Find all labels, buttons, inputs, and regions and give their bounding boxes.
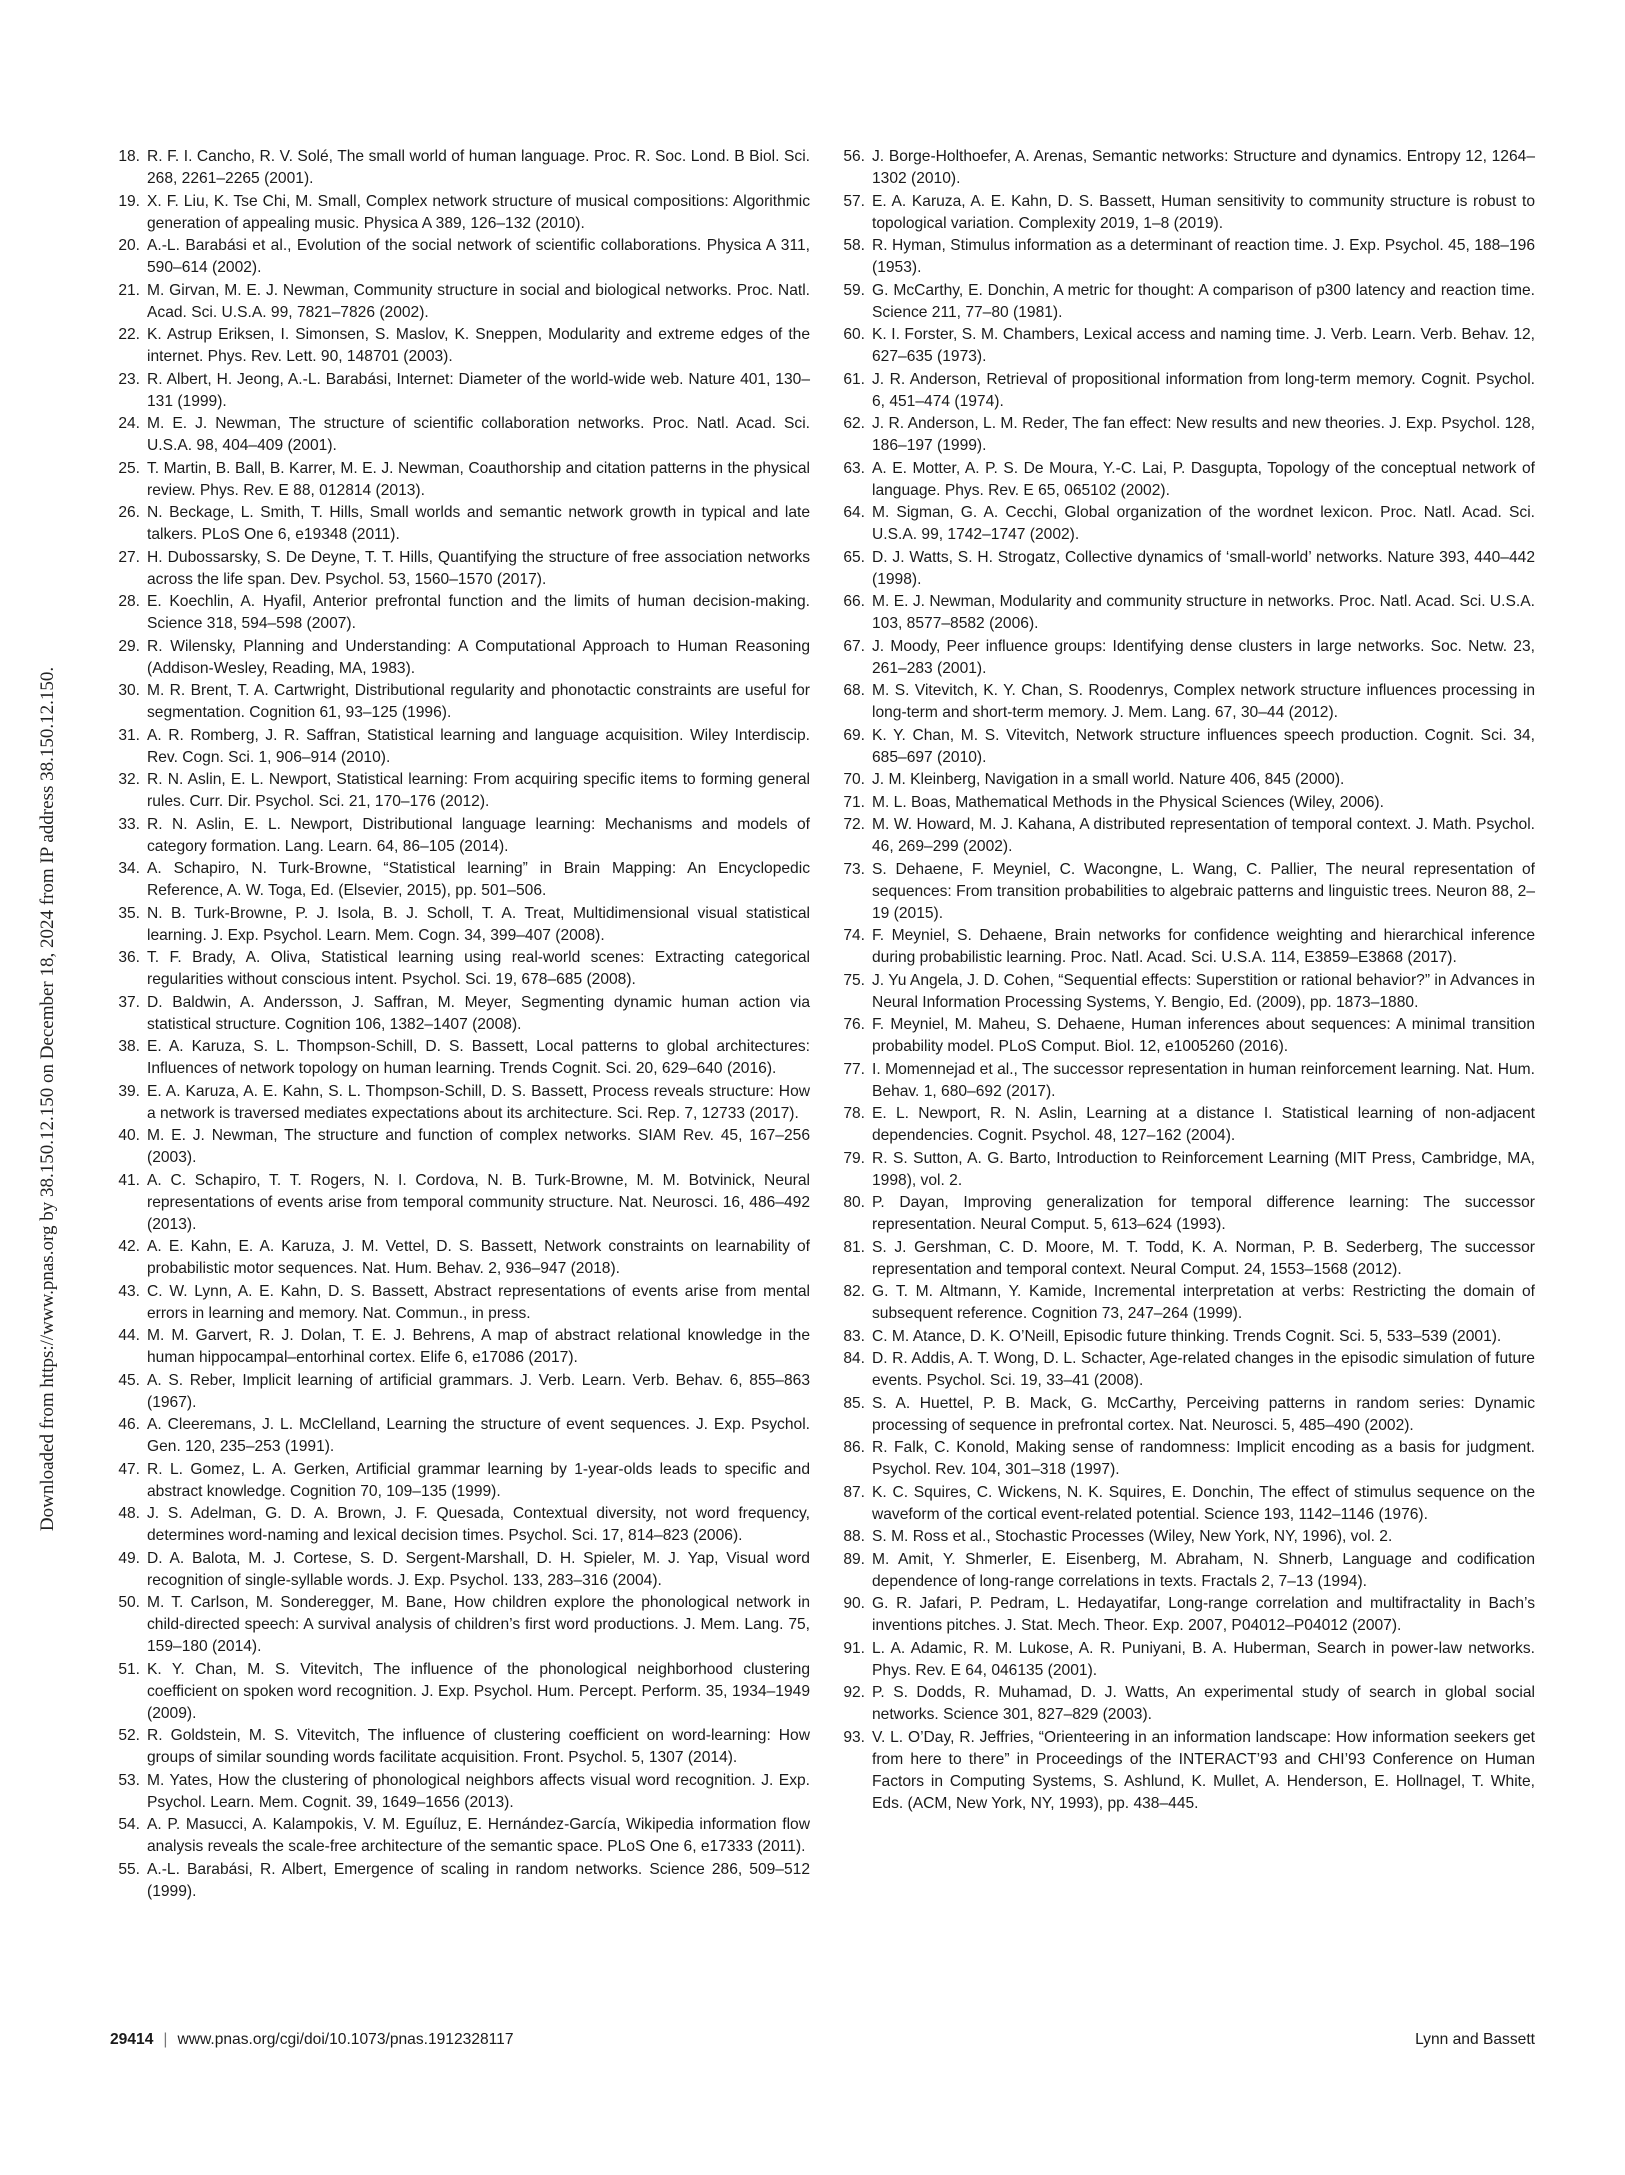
reference-number: 45. <box>118 1371 140 1389</box>
footer-authors: Lynn and Bassett <box>1415 2031 1535 2048</box>
reference-item <box>835 146 1535 190</box>
reference-item <box>110 1125 810 1169</box>
reference-text: H. Dubossarsky, S. De Deyne, T. T. Hills, Quantifying the structure of free association networks across the life span. Dev. Psychol. 53, 1560–1570 (2017). <box>147 548 810 588</box>
reference-item <box>110 458 810 502</box>
reference-text: A. S. Reber, Implicit learning of artificial grammars. J. Verb. Learn. Verb. Behav. 6, 855–863 (1967). <box>147 1371 810 1411</box>
reference-text: R. N. Aslin, E. L. Newport, Statistical learning: From acquiring specific items to forming general rules. Curr. Dir. Psychol. Sci. 21, 170–176 (2012). <box>147 771 810 810</box>
reference-item <box>110 725 810 769</box>
reference-text: M. S. Vitevitch, K. Y. Chan, S. Roodenrys, Complex network structure influences processing in long-term and short-term memory. J. Mem. Lang. 67, 30–44 (2012). <box>872 682 1535 721</box>
reference-text: K. Y. Chan, M. S. Vitevitch, The influence of the phonological neighborhood clustering coefficient on spoken word recognition. J. Exp. Psychol. Hum. Percept. Perform. 35, 1934–1949 (2009). <box>147 1660 810 1722</box>
reference-item <box>110 814 810 858</box>
reference-item <box>110 1770 810 1814</box>
reference-text: M. W. Howard, M. J. Kahana, A distributed representation of temporal context. J. Math. Psychol. 46, 269–299 (2002). <box>872 816 1535 855</box>
reference-text: E. L. Newport, R. N. Aslin, Learning at a distance I. Statistical learning of non-adjacent dependencies. Cognit. Psychol. 48, 127–162 (2004). <box>872 1105 1535 1144</box>
reference-item <box>110 858 810 902</box>
reference-item <box>835 725 1535 769</box>
reference-number: 42. <box>118 1238 140 1255</box>
reference-number: 39. <box>118 1082 140 1100</box>
reference-text: M. Yates, How the clustering of phonological neighbors affects visual word recognition. J. Exp. Psychol. Learn. Mem. Cognit. 39, 1649–1656 (2013). <box>147 1771 810 1811</box>
reference-text: A. R. Romberg, J. R. Saffran, Statistical learning and language acquisition. Wiley Interdiscip. Rev. Cogn. Sci. 1, 906–914 (2010). <box>147 726 810 766</box>
reference-item <box>110 1036 810 1080</box>
reference-item <box>835 1526 1535 1548</box>
reference-text: D. R. Addis, A. T. Wong, D. L. Schacter, Age-related changes in the episodic simulation of future events. Psychol. Sci. 19, 33–41 (2008). <box>872 1350 1535 1389</box>
reference-number: 85. <box>843 1394 865 1412</box>
reference-text: M. R. Brent, T. A. Cartwright, Distributional regularity and phonotactic constraints are useful for segmentation. Cognition 61, 93–125 (1996). <box>147 682 810 721</box>
reference-number: 66. <box>843 593 865 610</box>
reference-text: N. Beckage, L. Smith, T. Hills, Small worlds and semantic network growth in typical and late talkers. PLoS One 6, e19348 (2011). <box>147 504 810 543</box>
reference-item <box>835 769 1535 791</box>
reference-number: 43. <box>118 1282 140 1300</box>
reference-item <box>835 1682 1535 1726</box>
reference-number: 72. <box>843 816 865 833</box>
reference-text: E. A. Karuza, A. E. Kahn, S. L. Thompson-Schill, D. S. Bassett, Process reveals structure: How a network is traversed mediates expectations about its architecture. Sci. Rep. 7, 12733 (2017). <box>147 1082 810 1122</box>
download-notice-text: Downloaded from https://www.pnas.org by 38.150.12.150 on December 18, 2024 from IP address 38.150.12.150. <box>37 666 58 1532</box>
reference-number: 38. <box>118 1038 140 1055</box>
reference-text: E. A. Karuza, S. L. Thompson-Schill, D. S. Bassett, Local patterns to global architectures: Influences of network topology on human learning. Trends Cognit. Sci. 20, 629–640 (2016). <box>147 1038 810 1077</box>
reference-number: 25. <box>118 459 140 477</box>
reference-number: 32. <box>118 771 140 788</box>
reference-number: 70. <box>843 771 865 788</box>
reference-text: S. M. Ross et al., Stochastic Processes (Wiley, New York, NY, 1996), vol. 2. <box>872 1528 1393 1545</box>
reference-item <box>110 1325 810 1369</box>
reference-text: D. A. Balota, M. J. Cortese, S. D. Sergent-Marshall, D. H. Spieler, M. J. Yap, Visual word recognition of single-syllable words. J. Exp. Psychol. 133, 283–316 (2004). <box>147 1549 810 1589</box>
reference-item <box>835 1482 1535 1526</box>
reference-number: 26. <box>118 504 140 521</box>
reference-text: J. Moody, Peer influence groups: Identifying dense clusters in large networks. Soc. Netw. 23, 261–283 (2001). <box>872 637 1535 677</box>
reference-number: 78. <box>843 1105 865 1122</box>
reference-number: 28. <box>118 593 140 610</box>
reference-number: 47. <box>118 1460 140 1478</box>
reference-text: T. F. Brady, A. Oliva, Statistical learning using real-world scenes: Extracting categorical regularities without conscious intent. Psychol. Sci. 19, 678–685 (2008). <box>147 949 810 988</box>
reference-item <box>835 1326 1535 1348</box>
reference-text: P. S. Dodds, R. Muhamad, D. J. Watts, An experimental study of search in global social networks. Science 301, 827–829 (2003). <box>872 1684 1535 1723</box>
references-column-left <box>110 146 810 1903</box>
reference-item <box>835 191 1535 235</box>
reference-number: 88. <box>843 1528 865 1545</box>
reference-item <box>110 1081 810 1125</box>
reference-number: 58. <box>843 237 865 254</box>
reference-item <box>110 1236 810 1280</box>
reference-item <box>835 925 1535 969</box>
reference-number: 52. <box>118 1727 140 1744</box>
reference-item <box>835 369 1535 413</box>
reference-item <box>110 903 810 947</box>
reference-item <box>835 1103 1535 1147</box>
reference-item <box>835 1192 1535 1236</box>
reference-item <box>835 547 1535 591</box>
reference-text: I. Momennejad et al., The successor representation in human reinforcement learning. Nat. Hum. Behav. 1, 680–692 (2017). <box>872 1060 1535 1100</box>
reference-text: D. Baldwin, A. Andersson, J. Saffran, M. Meyer, Segmenting dynamic human action via statistical structure. Cognition 106, 1382–1407 (2008). <box>147 993 810 1033</box>
reference-number: 20. <box>118 237 140 254</box>
reference-number: 80. <box>843 1194 865 1211</box>
reference-text: C. W. Lynn, A. E. Kahn, D. S. Bassett, Abstract representations of events arise from mental errors in learning and memory. Nat. Commun., in press. <box>147 1282 810 1322</box>
reference-text: E. A. Karuza, A. E. Kahn, D. S. Bassett, Human sensitivity to community structure is robust to topological variation. Complexity 2019, 1–8 (2019). <box>872 192 1535 232</box>
reference-item <box>835 1549 1535 1593</box>
reference-number: 30. <box>118 682 140 699</box>
reference-text: T. Martin, B. Ball, B. Karrer, M. E. J. Newman, Coauthorship and citation patterns in the physical review. Phys. Rev. E 88, 012814 (2013). <box>147 459 810 499</box>
reference-number: 64. <box>843 504 865 521</box>
reference-text: J. Borge-Holthoefer, A. Arenas, Semantic networks: Structure and dynamics. Entropy 12, 1264–1302 (2010). <box>872 148 1535 187</box>
reference-item <box>110 191 810 235</box>
reference-text: E. Koechlin, A. Hyafil, Anterior prefrontal function and the limits of human decision-making. Science 318, 594–598 (2007). <box>147 593 810 632</box>
reference-text: J. R. Anderson, L. M. Reder, The fan effect: New results and new theories. J. Exp. Psychol. 128, 186–197 (1999). <box>872 415 1535 454</box>
reference-text: K. C. Squires, C. Wickens, N. K. Squires, E. Donchin, The effect of stimulus sequence on the waveform of the cortical event-related potential. Science 193, 1142–1146 (1976). <box>872 1483 1535 1523</box>
reference-text: J. S. Adelman, G. D. A. Brown, J. F. Quesada, Contextual diversity, not word frequency, determines word-naming and lexical decision times. Psychol. Sci. 17, 814–823 (2006). <box>147 1505 810 1544</box>
reference-item <box>835 413 1535 457</box>
reference-number: 50. <box>118 1594 140 1611</box>
reference-item <box>835 1059 1535 1103</box>
reference-item <box>835 1593 1535 1637</box>
reference-number: 90. <box>843 1595 865 1612</box>
reference-text: M. E. J. Newman, The structure and function of complex networks. SIAM Rev. 45, 167–256 (2003). <box>147 1127 810 1166</box>
reference-number: 31. <box>118 726 140 744</box>
reference-item <box>835 458 1535 502</box>
reference-text: A. E. Kahn, E. A. Karuza, J. M. Vettel, D. S. Bassett, Network constraints on learnability of probabilistic motor sequences. Nat. Hum. Behav. 2, 936–947 (2018). <box>147 1238 810 1277</box>
reference-text: A. Cleeremans, J. L. McClelland, Learning the structure of event sequences. J. Exp. Psychol. Gen. 120, 235–253 (1991). <box>147 1416 810 1455</box>
reference-text: G. T. M. Altmann, Y. Kamide, Incremental interpretation at verbs: Restricting the domain of subsequent reference. Cognition 73, 247–264 (1999). <box>872 1283 1535 1322</box>
reference-number: 79. <box>843 1149 865 1167</box>
reference-number: 74. <box>843 927 865 944</box>
reference-number: 56. <box>843 148 865 165</box>
reference-number: 82. <box>843 1283 865 1300</box>
reference-text: R. Hyman, Stimulus information as a determinant of reaction time. J. Exp. Psychol. 45, 188–196 (1953). <box>872 237 1535 276</box>
reference-number: 29. <box>118 637 140 655</box>
reference-number: 73. <box>843 860 865 878</box>
reference-text: J. Yu Angela, J. D. Cohen, “Sequential effects: Superstition or rational behavior?” in Advances in Neural Information Processing Systems, Y. Bengio, Ed. (2009), pp. 1873–1880. <box>872 971 1535 1011</box>
reference-text: K. I. Forster, S. M. Chambers, Lexical access and naming time. J. Verb. Learn. Verb. Behav. 12, 627–635 (1973). <box>872 326 1535 365</box>
reference-number: 67. <box>843 637 865 655</box>
reference-item <box>110 947 810 991</box>
reference-text: M. L. Boas, Mathematical Methods in the Physical Sciences (Wiley, 2006). <box>872 793 1384 811</box>
reference-number: 36. <box>118 949 140 966</box>
reference-item <box>835 1014 1535 1058</box>
reference-item <box>110 1659 810 1725</box>
reference-text: R. Falk, C. Konold, Making sense of randomness: Implicit encoding as a basis for judgment. Psychol. Rev. 104, 301–318 (1997). <box>872 1439 1535 1478</box>
reference-text: J. R. Anderson, Retrieval of propositional information from long-term memory. Cognit. Psychol. 6, 451–474 (1974). <box>872 370 1535 410</box>
reference-number: 87. <box>843 1483 865 1501</box>
reference-number: 93. <box>843 1728 865 1746</box>
reference-number: 41. <box>118 1171 140 1189</box>
reference-item <box>835 1348 1535 1392</box>
reference-item <box>835 859 1535 925</box>
reference-item <box>835 1148 1535 1192</box>
reference-number: 60. <box>843 326 865 343</box>
reference-text: D. J. Watts, S. H. Strogatz, Collective dynamics of ‘small-world’ networks. Nature 393, 440–442 (1998). <box>872 548 1535 588</box>
reference-text: M. Amit, Y. Shmerler, E. Eisenberg, M. Abraham, N. Shnerb, Language and codification dependence of long-range correlations in texts. Fractals 2, 7–13 (1994). <box>872 1550 1535 1590</box>
reference-text: R. Wilensky, Planning and Understanding: A Computational Approach to Human Reasoning (Addison-Wesley, Reading, MA, 1983). <box>147 637 810 677</box>
reference-item <box>110 591 810 635</box>
reference-text: L. A. Adamic, R. M. Lukose, A. R. Puniyani, B. A. Huberman, Search in power-law networks. Phys. Rev. E 64, 046135 (2001). <box>872 1639 1535 1679</box>
reference-number: 62. <box>843 415 865 432</box>
reference-item <box>835 591 1535 635</box>
reference-item <box>110 1170 810 1236</box>
download-notice-sidebar <box>0 0 80 2175</box>
reference-text: P. Dayan, Improving generalization for temporal difference learning: The successor representation. Neural Comput. 5, 613–624 (1993). <box>872 1194 1535 1233</box>
footer-doi-link[interactable]: www.pnas.org/cgi/doi/10.1073/pnas.1912328117 <box>177 2031 514 2048</box>
references-column-right <box>835 146 1535 1815</box>
reference-item <box>110 502 810 546</box>
reference-number: 75. <box>843 971 865 989</box>
reference-item <box>110 769 810 813</box>
reference-item <box>110 369 810 413</box>
reference-item <box>835 502 1535 546</box>
reference-text: F. Meyniel, S. Dehaene, Brain networks for confidence weighting and hierarchical inference during probabilistic learning. Proc. Natl. Acad. Sci. U.S.A. 114, E3859–E3868 (2017). <box>872 927 1535 966</box>
reference-text: A. P. Masucci, A. Kalampokis, V. M. Eguíluz, E. Hernández-García, Wikipedia information flow analysis reveals the scale-free architecture of the semantic space. PLoS One 6, e17333 (2011). <box>147 1816 810 1855</box>
reference-number: 55. <box>118 1860 140 1878</box>
reference-number: 18. <box>118 148 140 165</box>
reference-text: R. F. I. Cancho, R. V. Solé, The small world of human language. Proc. R. Soc. Lond. B Biol. Sci. 268, 2261–2265 (2001). <box>147 148 810 187</box>
reference-number: 49. <box>118 1549 140 1567</box>
reference-number: 65. <box>843 548 865 566</box>
reference-text: J. M. Kleinberg, Navigation in a small world. Nature 406, 845 (2000). <box>872 771 1345 788</box>
reference-text: G. R. Jafari, P. Pedram, L. Hedayatifar, Long-range correlation and multifractality in Bach’s inventions pitches. J. Stat. Mech. Theor. Exp. 2007, P04012–P04012 (2007). <box>872 1595 1535 1634</box>
reference-text: M. T. Carlson, M. Sonderegger, M. Bane, How children explore the phonological network in child-directed speech: A survival analysis of children’s first word productions. J. Mem. Lang. 75, 159–180 (2014). <box>147 1594 810 1655</box>
reference-item <box>835 1393 1535 1437</box>
reference-number: 21. <box>118 281 140 299</box>
reference-item <box>110 280 810 324</box>
reference-number: 86. <box>843 1439 865 1456</box>
reference-item <box>110 235 810 279</box>
reference-text: M. Sigman, G. A. Cecchi, Global organization of the wordnet lexicon. Proc. Natl. Acad. Sci. U.S.A. 99, 1742–1747 (2002). <box>872 504 1535 543</box>
reference-text: S. A. Huettel, P. B. Mack, G. McCarthy, Perceiving patterns in random series: Dynamic processing of sequence in prefrontal cortex. Nat. Neurosci. 5, 485–490 (2002). <box>872 1394 1535 1434</box>
reference-number: 68. <box>843 682 865 699</box>
reference-item <box>835 1237 1535 1281</box>
reference-text: C. M. Atance, D. K. O’Neill, Episodic future thinking. Trends Cognit. Sci. 5, 533–539 (2001). <box>872 1327 1502 1345</box>
page-number: 29414 <box>110 2031 154 2048</box>
reference-item <box>110 1592 810 1658</box>
reference-item <box>110 680 810 724</box>
page-footer <box>110 2031 1535 2057</box>
reference-item <box>110 324 810 368</box>
reference-number: 27. <box>118 548 140 566</box>
reference-item <box>110 636 810 680</box>
reference-number: 84. <box>843 1350 865 1367</box>
reference-text: S. Dehaene, F. Meyniel, C. Wacongne, L. Wang, C. Pallier, The neural representation of sequences: From transition probabilities to algebraic patterns and linguistic trees. Neuron 88, 2–19 (2015). <box>872 860 1535 922</box>
reference-item <box>835 814 1535 858</box>
reference-item <box>110 547 810 591</box>
reference-text: A.-L. Barabási, R. Albert, Emergence of scaling in random networks. Science 286, 509–512 (1999). <box>147 1860 810 1900</box>
reference-text: A. C. Schapiro, T. T. Rogers, N. I. Cordova, N. B. Turk-Browne, M. M. Botvinick, Neural representations of events arise from temporal community structure. Nat. Neurosci. 16, 486–492 (2013). <box>147 1171 810 1233</box>
reference-item <box>110 1370 810 1414</box>
reference-item <box>835 324 1535 368</box>
reference-text: M. E. J. Newman, Modularity and community structure in networks. Proc. Natl. Acad. Sci. U.S.A. 103, 8577–8582 (2006). <box>872 593 1535 632</box>
reference-item <box>110 1859 810 1903</box>
reference-item <box>835 1437 1535 1481</box>
reference-item <box>110 1459 810 1503</box>
reference-number: 37. <box>118 993 140 1011</box>
reference-item <box>110 146 810 190</box>
reference-number: 57. <box>843 192 865 210</box>
reference-text: M. Girvan, M. E. J. Newman, Community structure in social and biological networks. Proc. Natl. Acad. Sci. U.S.A. 99, 7821–7826 (2002). <box>147 281 810 321</box>
reference-number: 69. <box>843 726 865 744</box>
reference-text: R. N. Aslin, E. L. Newport, Distributional language learning: Mechanisms and models of category formation. Lang. Learn. 64, 86–105 (2014). <box>147 815 810 855</box>
reference-item <box>110 1281 810 1325</box>
reference-text: A. E. Motter, A. P. S. De Moura, Y.-C. Lai, P. Dasgupta, Topology of the conceptual network of language. Phys. Rev. E 65, 065102 (2002). <box>872 459 1535 499</box>
reference-number: 44. <box>118 1327 140 1344</box>
reference-item <box>835 636 1535 680</box>
reference-item <box>110 992 810 1036</box>
reference-item <box>835 1727 1535 1815</box>
reference-number: 76. <box>843 1016 865 1033</box>
reference-number: 81. <box>843 1238 865 1256</box>
reference-text: A. Schapiro, N. Turk-Browne, “Statistical learning” in Brain Mapping: An Encyclopedic Reference, A. W. Toga, Ed. (Elsevier, 2015), pp. 501–506. <box>147 860 810 899</box>
reference-number: 59. <box>843 281 865 299</box>
reference-number: 63. <box>843 459 865 477</box>
reference-item <box>835 792 1535 814</box>
reference-text: N. B. Turk-Browne, P. J. Isola, B. J. Scholl, T. A. Treat, Multidimensional visual statistical learning. J. Exp. Psychol. Learn. Mem. Cogn. 34, 399–407 (2008). <box>147 904 810 944</box>
reference-text: R. L. Gomez, L. A. Gerken, Artificial grammar learning by 1-year-olds leads to specific and abstract knowledge. Cognition 70, 109–135 (1999). <box>147 1460 810 1500</box>
reference-text: F. Meyniel, M. Maheu, S. Dehaene, Human inferences about sequences: A minimal transition probability model. PLoS Comput. Biol. 12, e1005260 (2016). <box>872 1016 1535 1055</box>
reference-item <box>835 1281 1535 1325</box>
reference-number: 51. <box>118 1660 140 1678</box>
reference-text: R. S. Sutton, A. G. Barto, Introduction to Reinforcement Learning (MIT Press, Cambridge, MA, 1998), vol. 2. <box>872 1149 1535 1189</box>
reference-number: 19. <box>118 192 140 210</box>
footer-separator: | <box>163 2031 168 2048</box>
reference-number: 46. <box>118 1416 140 1433</box>
reference-text: A.-L. Barabási et al., Evolution of the social network of scientific collaborations. Physica A 311, 590–614 (2002). <box>147 237 810 276</box>
reference-number: 83. <box>843 1327 865 1345</box>
reference-text: V. L. O’Day, R. Jeffries, “Orienteering in an information landscape: How information seekers get from here to there” in Proceedings of the INTERACT’93 and CHI’93 Conference on Human Factors in Computing Systems, S. Ashlund, K. Mullet, A. Henderson, E. Hollnagel, T. White, Eds. (ACM, New York, NY, 1993), pp. 438–445. <box>872 1728 1535 1812</box>
reference-item <box>835 235 1535 279</box>
reference-item <box>835 280 1535 324</box>
reference-number: 33. <box>118 815 140 833</box>
reference-number: 71. <box>843 793 865 811</box>
reference-item <box>110 1414 810 1458</box>
reference-number: 35. <box>118 904 140 922</box>
reference-text: X. F. Liu, K. Tse Chi, M. Small, Complex network structure of musical compositions: Algorithmic generation of appealing music. Physica A 389, 126–132 (2010). <box>147 192 810 232</box>
reference-number: 40. <box>118 1127 140 1144</box>
reference-item <box>110 1725 810 1769</box>
reference-number: 89. <box>843 1550 865 1568</box>
reference-number: 48. <box>118 1505 140 1522</box>
reference-number: 92. <box>843 1684 865 1701</box>
reference-item <box>835 680 1535 724</box>
reference-number: 77. <box>843 1060 865 1078</box>
reference-number: 61. <box>843 370 865 388</box>
reference-number: 34. <box>118 860 140 877</box>
reference-list-right <box>835 146 1535 1815</box>
reference-item <box>110 413 810 457</box>
reference-number: 23. <box>118 370 140 388</box>
reference-item <box>835 970 1535 1014</box>
reference-item <box>835 1638 1535 1682</box>
reference-number: 24. <box>118 415 140 432</box>
reference-number: 91. <box>843 1639 865 1657</box>
reference-number: 53. <box>118 1771 140 1789</box>
reference-text: M. M. Garvert, R. J. Dolan, T. E. J. Behrens, A map of abstract relational knowledge in the human hippocampal–entorhinal cortex. Elife 6, e17086 (2017). <box>147 1327 810 1366</box>
reference-item <box>110 1814 810 1858</box>
reference-item <box>110 1503 810 1547</box>
reference-text: G. McCarthy, E. Donchin, A metric for thought: A comparison of p300 latency and reaction time. Science 211, 77–80 (1981). <box>872 281 1535 321</box>
reference-text: K. Astrup Eriksen, I. Simonsen, S. Maslov, K. Sneppen, Modularity and extreme edges of the internet. Phys. Rev. Lett. 90, 148701 (2003). <box>147 326 810 365</box>
reference-text: R. Albert, H. Jeong, A.-L. Barabási, Internet: Diameter of the world-wide web. Nature 401, 130–131 (1999). <box>147 370 810 410</box>
reference-number: 54. <box>118 1816 140 1833</box>
reference-text: K. Y. Chan, M. S. Vitevitch, Network structure influences speech production. Cognit. Sci. 34, 685–697 (2010). <box>872 726 1535 766</box>
reference-item <box>110 1548 810 1592</box>
reference-text: M. E. J. Newman, The structure of scientific collaboration networks. Proc. Natl. Acad. Sci. U.S.A. 98, 404–409 (2001). <box>147 415 810 454</box>
reference-text: R. Goldstein, M. S. Vitevitch, The influence of clustering coefficient on word-learning: How groups of similar sounding words facilitate acquisition. Front. Psychol. 5, 1307 (2014). <box>147 1727 810 1766</box>
reference-text: S. J. Gershman, C. D. Moore, M. T. Todd, K. A. Norman, P. B. Sederberg, The successor representation and temporal context. Neural Comput. 24, 1553–1568 (2012). <box>872 1238 1535 1278</box>
reference-list-left <box>110 146 810 1903</box>
reference-number: 22. <box>118 326 140 343</box>
